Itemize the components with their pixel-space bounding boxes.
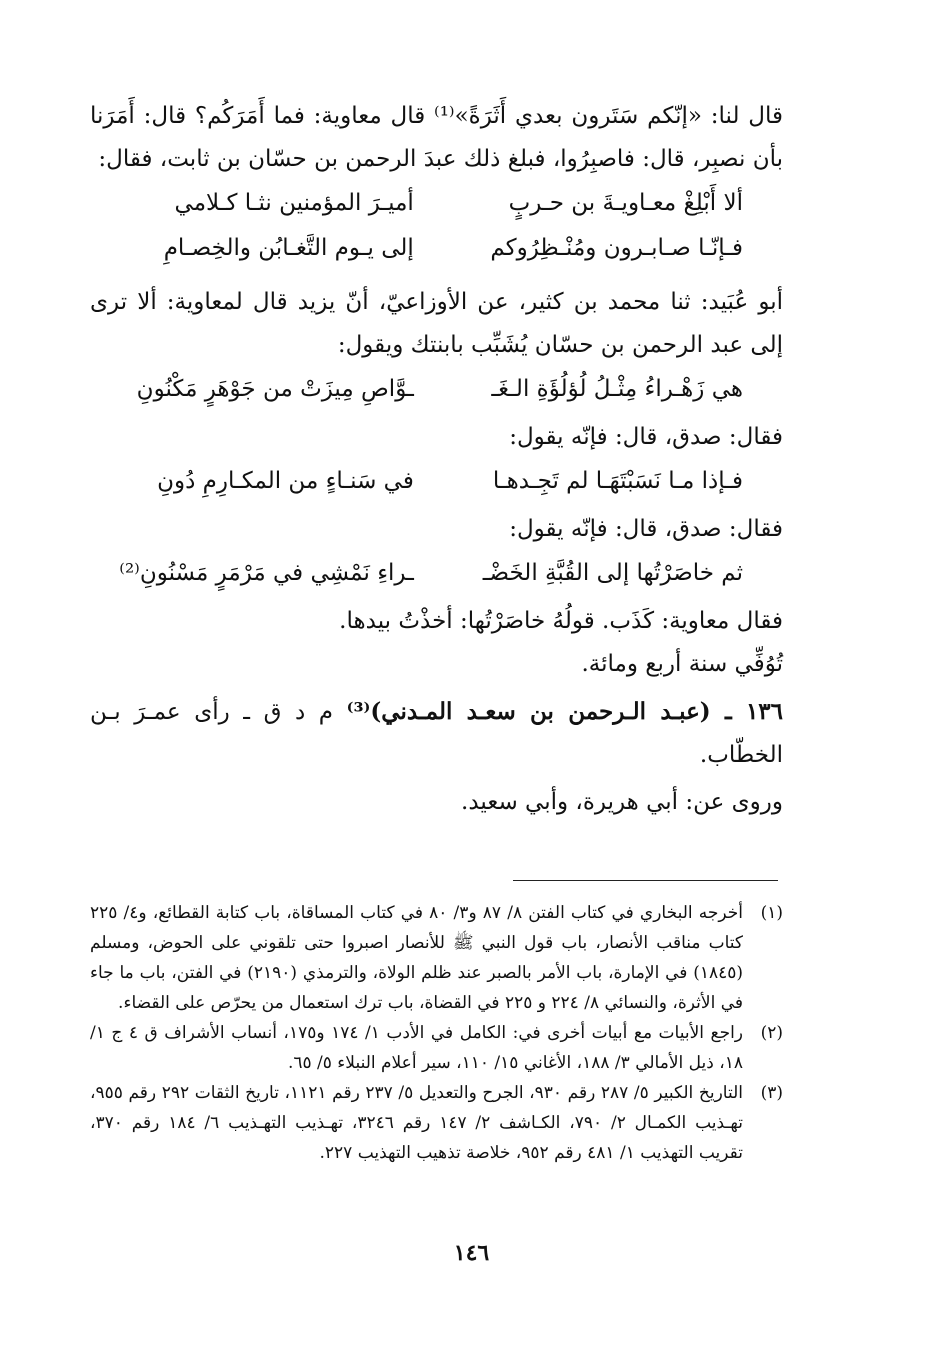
footnote-1-text: أخرجه البخاري في كتاب الفتن ٨/ ٨٧ و٣/ ٨٠ في كتاب المساقاة، باب كتابة القطائع، و٤/ ٢٢٥ كتاب مناقب الأنصار، باب قول النبي ﷺ للأنصار اصبروا حتى تلقوني على الحوض، ومسلم (١٨٤٥) في الإمارة، باب الأمر بالصبر عند ظلم الولاة، والترمذي (٢١٩٠) في الفتن، باب ما جاء في الأثرة، والنسائي ٨/ ٢٢٤ و ٢٢٥ في القضاة، باب ترك استعمال من يحرّص على القضاء. (90, 903, 744, 1013)
paragraph-5: فقال معاوية: كَذَب. قولُهُ خاصَرْتُها: أخذْتُ بيدها. (339, 608, 783, 634)
verse-2-second-hemistich: إلى يـوم التَّغـابُن والخِصـامِ (163, 235, 414, 261)
footnote-separator (513, 880, 778, 881)
verse-2 (90, 226, 783, 271)
page-number: ١٤٦ (453, 1240, 490, 1266)
verse-1 (90, 181, 783, 226)
verse-5 (90, 551, 783, 596)
paragraph-2: أبو عُبَيد: ثنا محمد بن كثير، عن الأوزاعيّ، أنّ يزيد قال لمعاوية: ألا ترى إلى عبد الرحمن بن حسّان يُشَبِّب بابنتك ويقول: (90, 289, 783, 358)
paragraph-7: وروى عن: أبي هريرة، وأبي سعيد. (461, 789, 783, 815)
paragraph-6: تُوُفِّي سنة أربع ومائة. (581, 651, 783, 677)
footnote-3 (90, 1078, 783, 1168)
paragraph-3: فقال: صدق، قال: فإنّه يقول: (509, 424, 783, 450)
verse-4-first-hemistich: فـإذا مـا نَسَبْتَهَـا لم تَجِـدهـا (492, 468, 743, 494)
paragraph-4: فقال: صدق، قال: فإنّه يقول: (509, 516, 783, 542)
verse-2-first-hemistich: فـإنّـا صـابـرون ومُنْـظِرُوكم (490, 235, 743, 261)
paragraph-1: قال لنا: «إنّكم سَتَرون بعدي أَثَرَةً»⁽¹⁾ قال معاوية: فما أَمَرَكُم؟ قال: أَمَرَنا بأن نصبِر، قال: فاصبِرُوا، فبلغ ذلك عبدَ الرحمن بن حسّان بن ثابت، فقال: (90, 103, 783, 172)
verse-1-first-hemistich: ألا أَبْلِغْ معـاويـةَ بن حـربٍ (508, 190, 743, 216)
footnote-2-text: راجع الأبيات مع أبيات أخرى في: الكامل في الأدب ١/ ١٧٤ و١٧٥، أنساب الأشراف ق ٤ ج ١/ ١٨، ذيل الأمالي ٣/ ١٨٨، الأغاني ١٥/ ١١٠، سير أعلام النبلاء ٥/ ٦٥. (90, 1023, 744, 1073)
verse-5-second-hemistich: ـراءِ نَمْشِي في مَرْمَرٍ مَسْنُونِ⁽²⁾ (119, 560, 414, 586)
main-text (90, 95, 783, 824)
verse-4 (90, 459, 783, 504)
verse-3-second-hemistich: ـوَّاصِ مِيزَتْ من جَوْهَرٍ مَكْنُونِ (136, 376, 414, 402)
verse-3 (90, 367, 783, 412)
footnote-1-number: (١) (760, 903, 783, 923)
footnote-2-number: (٢) (760, 1023, 783, 1043)
verse-3-first-hemistich: هي زَهْـراءُ مِثْـلُ لُؤلُؤَةِ الـغَـ (491, 376, 743, 402)
verse-5-first-hemistich: ثم خاصَرْتُها إلى القُبَّةِ الخَضْـ (482, 560, 743, 586)
footnote-3-number: (٣) (760, 1083, 783, 1103)
footnote-2 (90, 1018, 783, 1078)
entry-136 (90, 690, 783, 777)
verse-4-second-hemistich: في سَنـاءٍ من المكـارِمِ دُونِ (157, 468, 414, 494)
footnote-1 (90, 898, 783, 1018)
entry-136-text: م د ق ـ رأى عمـرَ بـن الخطّاب. (90, 699, 783, 768)
footnote-3-text: التاريخ الكبير ٥/ ٢٨٧ رقم ٩٣٠، الجرح والتعديل ٥/ ٢٣٧ رقم ١١٢١، تاريخ الثقات ٢٩٢ رقم ٩٥٥، تهـذيب الكمـال ٢/ ٧٩٠، الكـاشف ٢/ ١٤٧ رقم ٣٢٤٦، تهـذيب التهـذيب ٦/ ١٨٤ رقم ٣٧٠، تقريب التهذيب ١/ ٤٨١ رقم ٩٥٢، خلاصة تذهيب التهذيب ٢٢٧. (90, 1083, 743, 1163)
verse-1-second-hemistich: أميـرَ المؤمنين نثـا كـلامي (174, 190, 414, 216)
entry-136-heading: ١٣٦ ـ (عبـد الـرحمن بن سعـد المـدني)⁽³⁾ (346, 698, 784, 725)
footnotes (90, 898, 783, 1168)
